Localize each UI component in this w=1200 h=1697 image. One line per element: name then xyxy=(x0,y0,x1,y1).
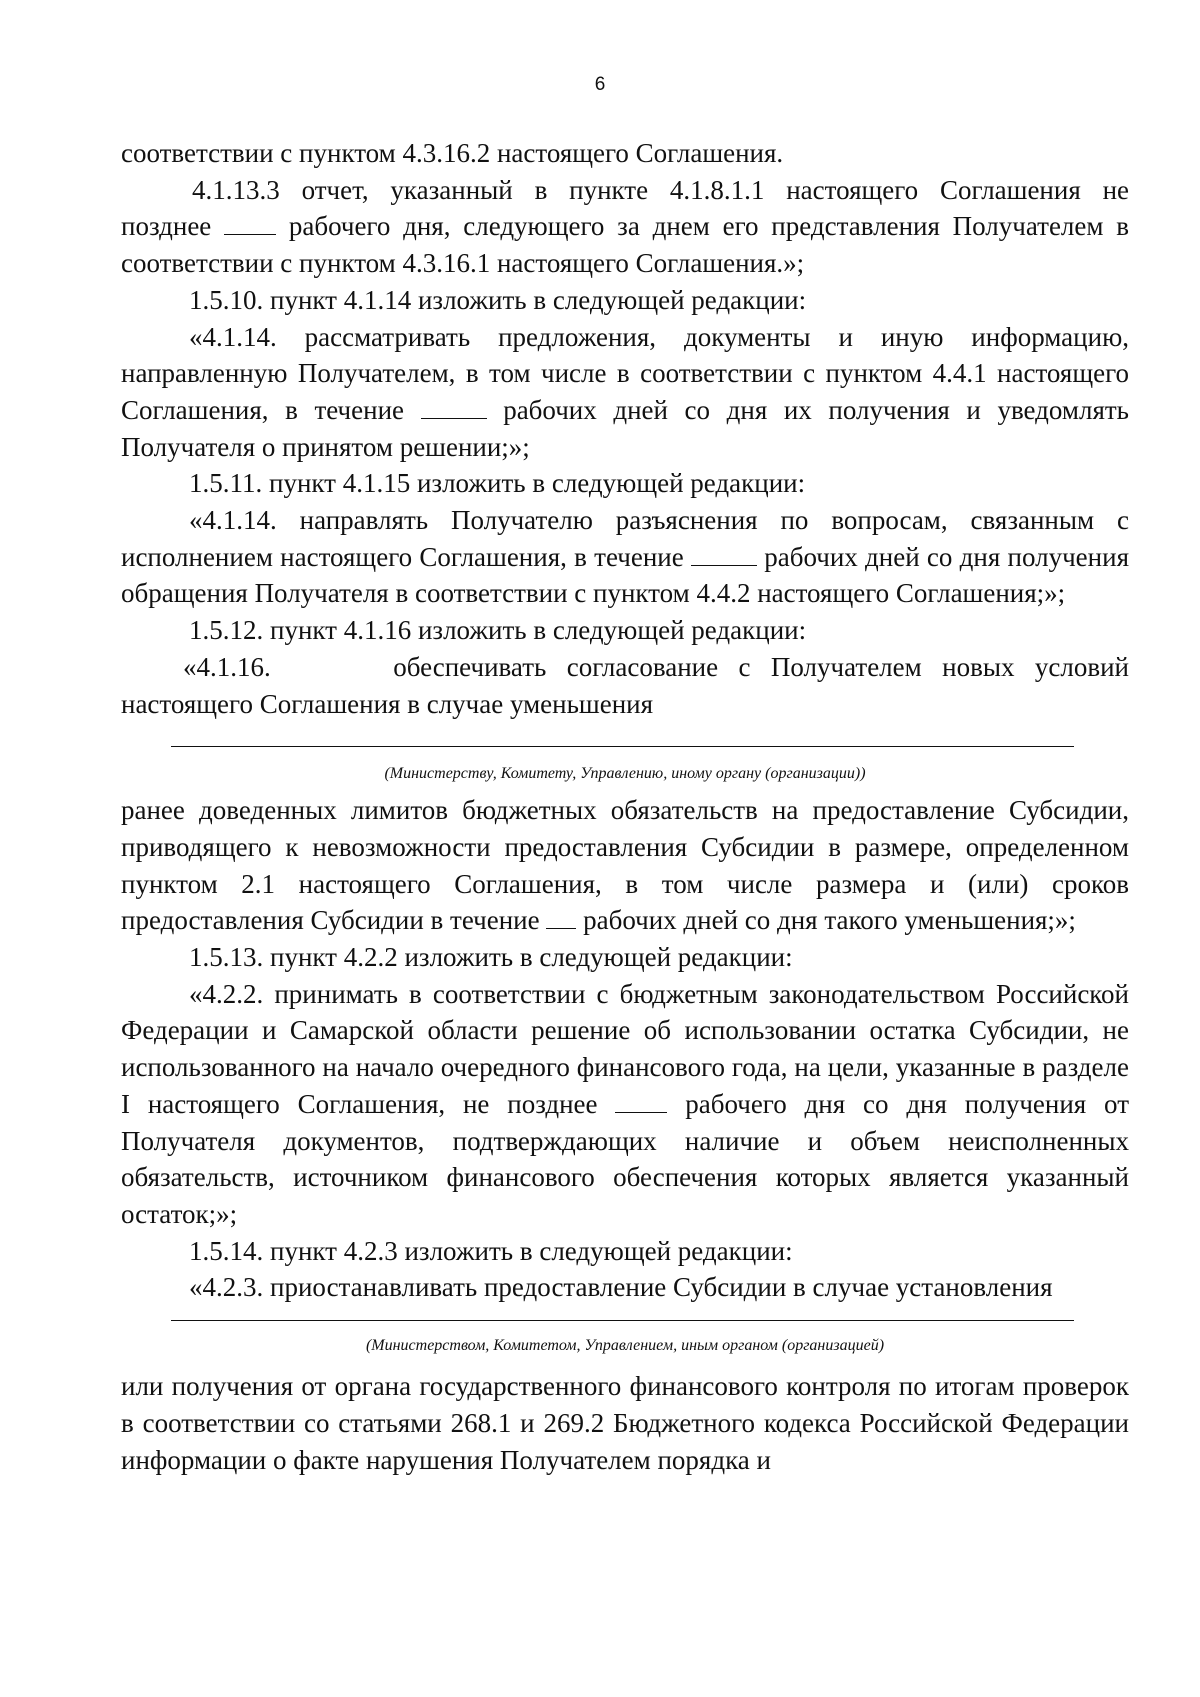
page-number: 6 xyxy=(594,74,606,95)
footnote-caption: (Министерством, Комитетом, Управлением, иным органом (организацией) xyxy=(365,1337,885,1355)
blank-field xyxy=(546,906,576,929)
paragraph: «4.2.3. приостанавливать предоставление Субсидии в случае установления xyxy=(189,1272,1053,1303)
paragraph: позднее рабочего дня, следующего за днем его представления Получателем в соответствии с пунктом 4.3.16.1 настоящего Соглашения.»; xyxy=(121,211,1129,279)
blank-field xyxy=(615,1090,667,1113)
paragraph: «4.2.2. принимать в соответствии с бюджетным законодательством Российской Федерации и Самарской области решение об использовании остатка Субсидии, не использованного на начало очередного финансового года, на цели, указанные в разделе I настоящего Соглашения, не позднее рабочего дня со дня получения от Получателя документов, подтверждающих наличие и объем неисполненных обязательств, источником финансового обеспечения которых является указанный остаток;»; xyxy=(121,978,1129,1229)
paragraph: 4.1.13.3 отчет, указанный в пункте 4.1.8.1.1 настоящего Соглашения не xyxy=(192,174,1129,205)
footnote-block xyxy=(121,1306,1129,1374)
paragraph: «4.1.16. обеспечивать согласование с Получателем новых условий xyxy=(183,651,1129,682)
paragraph: «4.1.14. направлять Получателю разъяснения по вопросам, связанным с исполнением настоящего Соглашения, в течение рабочих дней со дня получения обращения Получателя в соответствии с пунктом 4.4.2 настоящего Соглашения;»; xyxy=(121,505,1129,609)
blank-field xyxy=(421,396,487,419)
paragraph: «4.1.14. рассматривать предложения, документы и иную информацию, направленную Получателем, в том числе в соответствии с пунктом 4.4.1 настоящего Соглашения, в течение рабочих дней со дня их получения и уведомлять Получателя о принятом решении;»; xyxy=(121,321,1129,462)
paragraph: настоящего Соглашения в случае уменьшения xyxy=(121,688,654,719)
paragraph: 1.5.14. пункт 4.2.3 изложить в следующей редакции: xyxy=(189,1235,793,1266)
paragraph: или получения от органа государственного финансового контроля по итогам проверок в соответствии со статьями 268.1 и 269.2 Бюджетного кодекса Российской Федерации информации о факте нарушения Получателем порядка и xyxy=(121,1371,1129,1475)
paragraph: 1.5.12. пункт 4.1.16 изложить в следующей редакции: xyxy=(189,615,807,646)
document-body xyxy=(121,135,1129,1478)
footnote-rule xyxy=(171,746,1074,747)
blank-field xyxy=(691,543,757,566)
footnote-block xyxy=(121,722,1129,800)
paragraph: соответствии с пунктом 4.3.16.2 настоящего Соглашения. xyxy=(121,138,784,168)
paragraph: 1.5.10. пункт 4.1.14 изложить в следующей редакции: xyxy=(189,284,807,315)
blank-field xyxy=(224,212,276,235)
footnote-rule xyxy=(171,1320,1074,1321)
paragraph: 1.5.11. пункт 4.1.15 изложить в следующей редакции: xyxy=(189,468,806,499)
paragraph: ранее доведенных лимитов бюджетных обязательств на предоставление Субсидии, приводящего к невозможности предоставления Субсидии в размере, определенном пунктом 2.1 настоящего Соглашения, в том числе размера и (или) сроков предоставления Субсидии в течение рабочих дней со дня такого уменьшения;»; xyxy=(121,795,1129,936)
footnote-caption: (Министерству, Комитету, Управлению, иному органу (организации)) xyxy=(384,765,866,783)
paragraph: 1.5.13. пункт 4.2.2 изложить в следующей редакции: xyxy=(189,942,793,973)
